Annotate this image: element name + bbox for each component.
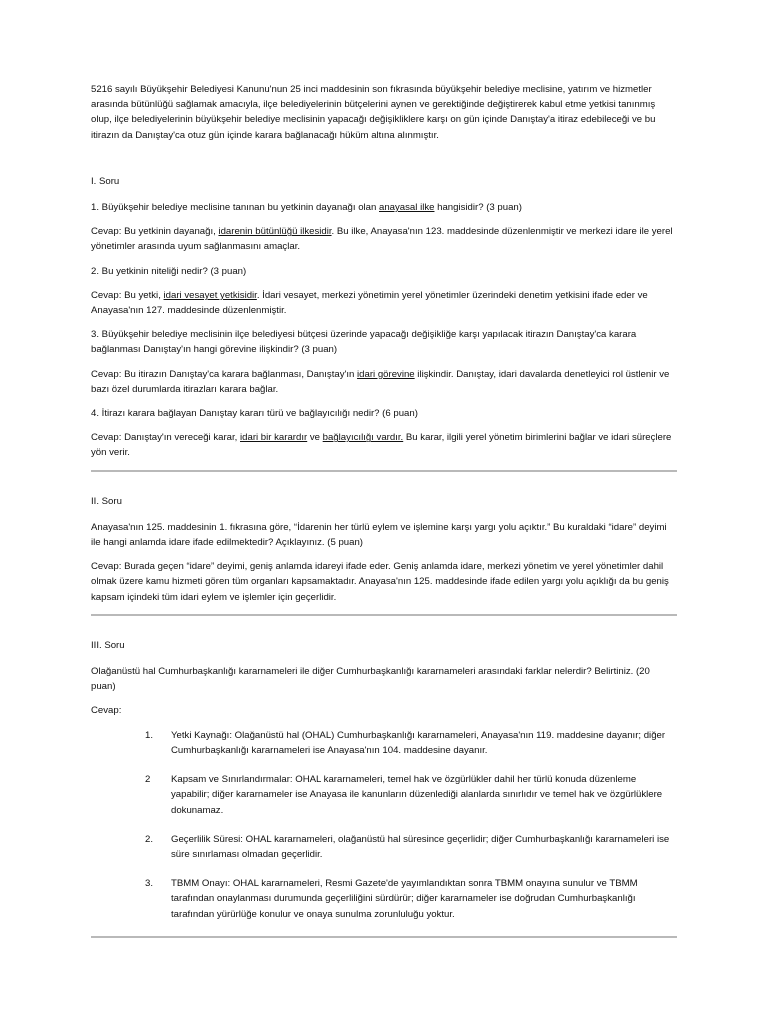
section-divider <box>91 470 677 472</box>
s2-question: Anayasa'nın 125. maddesinin 1. fıkrasına göre, “İdarenin her türlü eylem ve işlemine karşı yargı yolu açıktır.” Bu kuraldaki “idare” deyimi ile hangi anlamda idare ifade edilmektedir? Açıklayınız. (5 puan) <box>91 521 667 549</box>
s1-a1-underlined: idarenin bütünlüğü ilkesidir <box>218 226 332 238</box>
s3-question: Olağanüstü hal Cumhurbaşkanlığı kararnameleri ile diğer Cumhurbaşkanlığı kararnameleri arasındaki farklar nelerdir? Belirtiniz. (20 puan) <box>91 666 650 693</box>
list-item-number: 3. <box>145 878 154 890</box>
list-item-text: Yetki Kaynağı: Olağanüstü hal (OHAL) Cumhurbaşkanlığı kararnameleri, Anayasa'nın 119. maddesine dayanır; diğer Cumhurbaşkanlığı kararnameleri ise Anayasa'nın 104. maddesine dayanır. <box>171 729 666 756</box>
section-1-heading: I. Soru <box>91 175 120 187</box>
list-item-text: Kapsam ve Sınırlandırmalar: OHAL kararnameleri, temel hak ve özgürlükler dahil her türlü konuda düzenleme yapabilir; diğer kararnameler ise Anayasa ile kanunların düzenlediği alanlarda sınırlıdır ve temel hak ve özgürlüklere dokunamaz. <box>171 774 663 816</box>
list-item-number: 2 <box>145 774 151 786</box>
list-item <box>91 832 677 862</box>
list-item-number: 1. <box>145 729 154 741</box>
s3-answer-label: Cevap: <box>91 705 122 717</box>
list-item-text: Geçerlilik Süresi: OHAL kararnameleri, olağanüstü hal süresince geçerlidir; diğer Cumhurbaşkanlığı kararnameleri ise süre sınırlaması olmadan geçerlidir. <box>171 833 670 860</box>
list-item-number: 2. <box>145 833 154 845</box>
s1-a4-underlined: idari bir karardır <box>240 432 308 444</box>
s1-question-3: 3. Büyükşehir belediye meclisinin ilçe belediyesi bütçesi üzerinde yapacağı değişikliğe karşı yapılacak itirazın Danıştay'ca karara bağlanması Danıştay'ın hangi görevine ilişkindir? (3 puan) <box>91 329 637 356</box>
list-item <box>91 876 677 922</box>
section-divider <box>91 614 677 616</box>
s1-q1-underlined: anayasal ilke <box>379 202 435 214</box>
section-3-heading: III. Soru <box>91 639 125 651</box>
s1-question-2: 2. Bu yetkinin niteliği nedir? (3 puan) <box>91 265 247 277</box>
s1-answer-3: Cevap: Bu itirazın Danıştay'ca karara bağlanması, Danıştay'ın idari görevine ilişkindir. Danıştay, idari davalarda denetleyici rol üstlenir ve bazı özel durumlarda itirazları karara bağlar. <box>91 368 670 395</box>
s1-answer-4: Cevap: Danıştay'ın vereceği karar, idari bir karardır ve bağlayıcılığı vardır. Bu karar, ilgili yerel yönetim birimlerini bağlar ve idari süreçlere yön verir. <box>91 432 672 459</box>
intro-paragraph: 5216 sayılı Büyükşehir Belediyesi Kanunu'nun 25 inci maddesinin son fıkrasında büyükşehir belediye meclisine, yatırım ve hizmetler arasında bütünlüğü sağlamak amacıyla, ilçe belediyelerinin bütçelerini aynen ve gerektiğinde değiştirerek kabul etme yetkisi tanınmış olup, ilçe belediyelerinin büyükşehir belediye meclisinin yapacağı değişikliklere karşı on gün içinde Danıştay'a itiraz edebileceği ve bu itirazın da Danıştay'ca otuz gün içinde karara bağlanacağı hüküm altına alınmıştır. <box>91 84 656 141</box>
document-page <box>91 82 677 960</box>
s1-answer-1: Cevap: Bu yetkinin dayanağı, idarenin bütünlüğü ilkesidir. Bu ilke, Anayasa'nın 123. maddesinde düzenlenmiştir ve merkezi idare ile yerel yönetimler arasında uyum sağlanmasını amaçlar. <box>91 226 673 253</box>
s1-question-4: 4. İtirazı karara bağlayan Danıştay kararı türü ve bağlayıcılığı nedir? (6 puan) <box>91 408 418 420</box>
s1-answer-2: Cevap: Bu yetki, idari vesayet yetkisidir. İdari vesayet, merkezi yönetimin yerel yönetimler üzerindeki denetim yetkisini ifade eder ve Anayasa'nın 127. maddesinde düzenlenmiştir. <box>91 289 648 317</box>
list-item <box>91 772 677 818</box>
s1-a4-underlined-2: bağlayıcılığı vardır. <box>322 432 404 444</box>
s1-a2-underlined: idari vesayet yetkisidir <box>163 289 257 301</box>
s1-a3-underlined: idari görevine <box>357 368 415 380</box>
s3-answer-list <box>91 728 677 922</box>
section-2-heading: II. Soru <box>91 495 122 507</box>
list-item <box>91 728 677 758</box>
s1-question-1: 1. Büyükşehir belediye meclisine tanınan bu yetkinin dayanağı olan anayasal ilke hangisidir? (3 puan) <box>91 202 522 214</box>
list-item-text: TBMM Onayı: OHAL kararnameleri, Resmi Gazete'de yayımlandıktan sonra TBMM onayına sunulur ve TBMM tarafından onaylanması durumunda geçerliliğini sürdürür; diğer kararnameler ise doğrudan Cumhurbaşkanlığı tarafından yürürlüğe konulur ve onaya sunulma zorunluluğu yoktur. <box>171 878 638 920</box>
s2-answer: Cevap: Burada geçen “idare” deyimi, geniş anlamda idareyi ifade eder. Geniş anlamda idare, merkezi yönetim ve yerel yönetimler dahil olmak üzere kamu hizmeti gören tüm organları kapsamaktadır. Anayasa'nın 125. maddesinde ifade edilen yargı yolu açıklığı da bu geniş kapsam içindeki tüm idari eylem ve işlemler için geçerlidir. <box>91 561 669 603</box>
section-divider <box>91 936 677 938</box>
